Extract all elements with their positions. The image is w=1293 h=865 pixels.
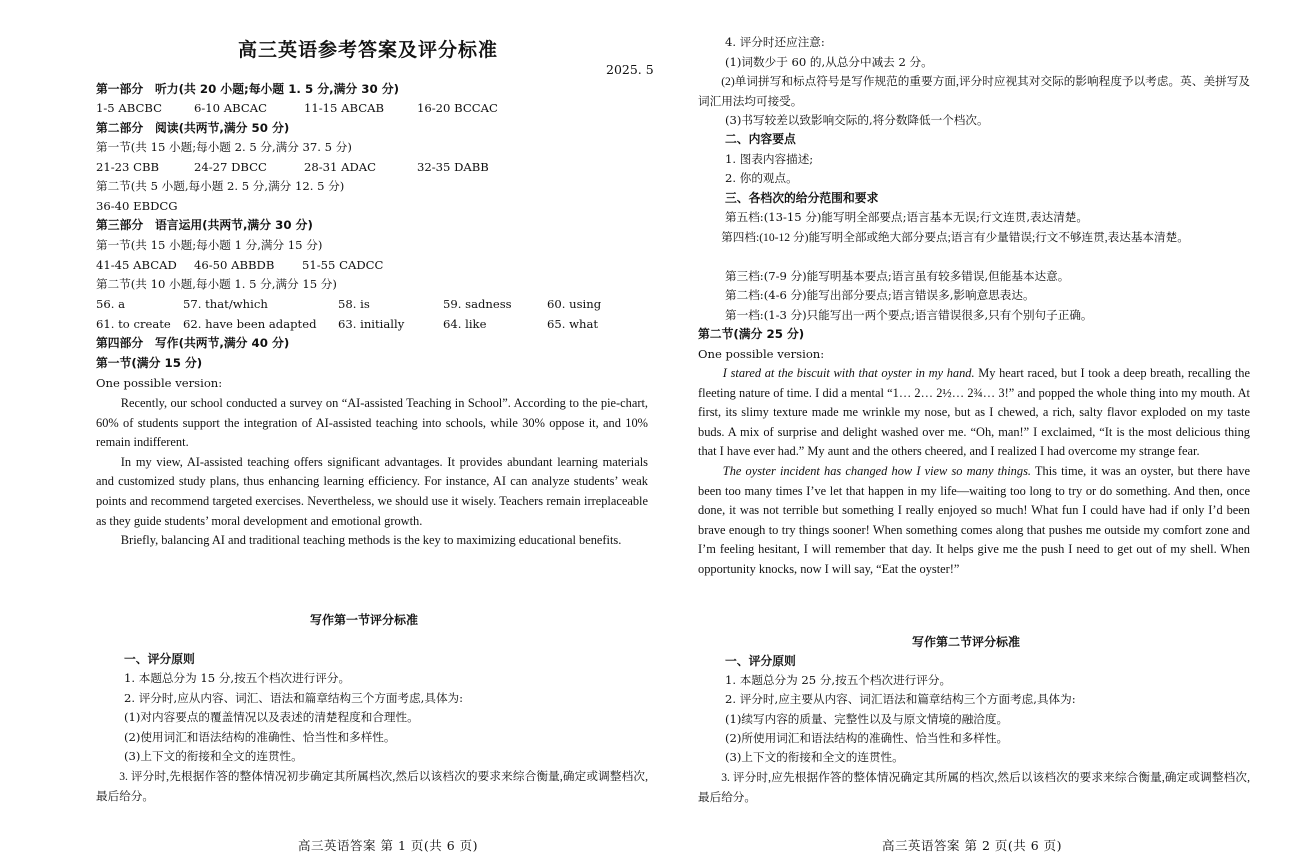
content-point-1: 1. 图表内容描述; — [725, 152, 814, 166]
part3-section2: 第二节(共 10 小题,每小题 1. 5 分,满分 15 分) — [96, 277, 337, 291]
content-heading: 二、内容要点 — [725, 132, 796, 146]
note-4: 4. 评分时还应注意: — [725, 35, 825, 49]
exam-date: 2025. 5 — [606, 62, 654, 77]
principle-2: 2. 评分时,应从内容、词汇、语法和篇章结构三个方面考虑,具体为: — [124, 691, 464, 705]
criteria-title: 写作第二节评分标准 — [912, 635, 1021, 649]
level-4: 第四档:(10-12 分)能写明全部或绝大部分要点;语言有少量错误;行文不够连贯,表达基本清楚。 — [721, 231, 1189, 244]
story-paragraph: The oyster incident has changed how I view so many things. This time, it was an oyster, but there have been too many times I’ve let that happen in my life—waiting too long to try or do something. And then, once done, it was not terrible but something I really enjoyed so much! What fun I could have had if only I’d been brave enough to try things sooner! When something comes along that pushes me outside my comfort zone and I’m feeling hesitant, I will remember that day. It helps give me the push I need to get out of my shell. When opportunity knocks, now I will say, “Eat the oyster!” — [698, 463, 1250, 576]
part2-section1: 第一节(共 15 小题;每小题 2. 5 分,满分 37. 5 分) — [96, 140, 352, 154]
essay-paragraph: In my view, AI-assisted teaching offers significant advantages. It provides abundant learning materials and customized study plans, thus enhancing learning efficiency. For instance, AI can analyze students’ weak points and recommend targeted exercises. Nevertheless, we should use it wisely. Teachers remain irreplaceable as they guide students’ moral development and emotional growth. — [96, 454, 648, 528]
content-point-2: 2. 你的观点。 — [725, 171, 798, 185]
note-4c: (3)书写较差以致影响交际的,将分数降低一个档次。 — [725, 113, 989, 127]
principle-2b: (2)使用词汇和语法结构的准确性、恰当性和多样性。 — [124, 730, 396, 744]
essay-paragraph: Briefly, balancing AI and traditional teaching methods is the key to maximizing educational benefits. — [120, 533, 622, 548]
part2-heading: 第二部分 阅读(共两节,满分 50 分) — [96, 121, 290, 135]
essay-paragraph: Recently, our school conducted a survey on “AI-assisted Teaching in School”. According to the pie-chart, 60% of students support the integration of AI-assisted teaching into schools, while 30% oppose it, and 10% remain indifferent. — [96, 396, 648, 450]
version-label: One possible version: — [698, 347, 825, 361]
principle-2c: (3)上下文的衔接和全文的连贯性。 — [124, 749, 303, 763]
sample-essay — [96, 394, 648, 551]
principle-3: 3. 评分时,先根据作答的整体情况初步确定其所属档次,然后以该档次的要求来综合衡量,确定或调整档次,最后给分。 — [96, 770, 648, 803]
level-2: 第二档:(4-6 分)能写出部分要点;语言错误多,影响意思表达。 — [725, 288, 1035, 302]
level-5: 第五档:(13-15 分)能写明全部要点;语言基本无误;行文连贯,表达清楚。 — [725, 210, 1088, 224]
part2-section2-answers: 36-40 EBDCG — [96, 199, 178, 213]
part2-section1-answers: 21-23 CBB 24-27 DBCC 28-31 ADAC 32-35 DABB — [96, 160, 489, 174]
part4-heading: 第四部分 写作(共两节,满分 40 分) — [96, 336, 290, 350]
part3-section1: 第一节(共 15 小题;每小题 1 分,满分 15 分) — [96, 238, 323, 252]
principle-2a: (1)续写内容的质量、完整性以及与原文情境的融洽度。 — [725, 712, 1009, 726]
principle-1: 1. 本题总分为 15 分,按五个档次进行评分。 — [124, 671, 351, 685]
criteria-title: 写作第一节评分标准 — [310, 613, 419, 627]
page-title: 高三英语参考答案及评分标准 — [238, 39, 499, 61]
story-paragraph: I stared at the biscuit with that oyster in my hand. My heart raced, but I took a deep breath, recalling the fleeting nature of time. I did a mental “1… 2… 2½… 2¾… 3!” and popped the whole thing into my mouth. At first, its slimy texture made me wrinkle my nose, but as I chewed, a rich, salty flavor exploded on my taste buds. A mix of surprise and delight washed over me. “Oh, man!” I exclaimed, “It is the most delicious thing that I have ever had.” My aunt and the others cheered, and I realized I had overcome my strange fear. — [698, 366, 1250, 459]
principle-2b: (2)所使用词汇和语法结构的准确性、恰当性和多样性。 — [725, 731, 1009, 745]
part3-heading: 第三部分 语言运用(共两节,满分 30 分) — [96, 218, 313, 232]
version-label: One possible version: — [96, 376, 223, 390]
principle-2: 2. 评分时,应主要从内容、词汇语法和篇章结构三个方面考虑,具体为: — [725, 692, 1076, 706]
part1-heading: 第一部分 听力(共 20 小题;每小题 1. 5 分,满分 30 分) — [96, 82, 400, 96]
page-footer: 高三英语答案 第 2 页(共 6 页) — [882, 838, 1063, 853]
part3-section1-answers: 41-45 ABCAD 46-50 ABBDB 51-55 CADCC — [96, 258, 384, 272]
principles-heading: 一、评分原则 — [124, 652, 195, 666]
level-3: 第三档:(7-9 分)能写明基本要点;语言虽有较多错误,但能基本达意。 — [725, 269, 1070, 283]
principle-3: 3. 评分时,应先根据作答的整体情况确定其所属的档次,然后以该档次的要求来综合衡量,确定或调整档次,最后给分。 — [698, 771, 1250, 804]
principle-1: 1. 本题总分为 25 分,按五个档次进行评分。 — [725, 673, 952, 687]
principle-2c: (3)上下文的衔接和全文的连贯性。 — [725, 750, 904, 764]
levels-heading: 三、各档次的给分范围和要求 — [725, 191, 879, 205]
section2-heading: 第二节(满分 25 分) — [698, 327, 805, 341]
sample-story — [698, 364, 1250, 580]
principles-heading: 一、评分原则 — [725, 654, 796, 668]
note-4b: (2)单词拼写和标点符号是写作规范的重要方面,评分时应视其对交际的影响程度予以考虑。英、美拼写及词汇用法均可接受。 — [698, 75, 1250, 108]
part2-section2: 第二节(共 5 小题,每小题 2. 5 分,满分 12. 5 分) — [96, 179, 345, 193]
page-footer: 高三英语答案 第 1 页(共 6 页) — [298, 838, 479, 853]
note-4a: (1)词数少于 60 的,从总分中减去 2 分。 — [725, 55, 933, 69]
part3-section2-answers-row2: 61. to create 62. have been adapted 63. initially 64. like 65. what — [96, 317, 599, 331]
answer-page-2 — [660, 0, 1293, 865]
principle-2a: (1)对内容要点的覆盖情况以及表述的清楚程度和合理性。 — [124, 710, 419, 724]
level-1: 第一档:(1-3 分)只能写出一两个要点;语言错误很多,只有个别句子正确。 — [725, 308, 1093, 322]
part4-section1: 第一节(满分 15 分) — [96, 356, 203, 370]
part1-answers: 1-5 ABCBC 6-10 ABCAC 11-15 ABCAB 16-20 BCCAC — [96, 101, 498, 115]
part3-section2-answers-row1: 56. a 57. that/which 58. is 59. sadness 60. using — [96, 297, 602, 311]
